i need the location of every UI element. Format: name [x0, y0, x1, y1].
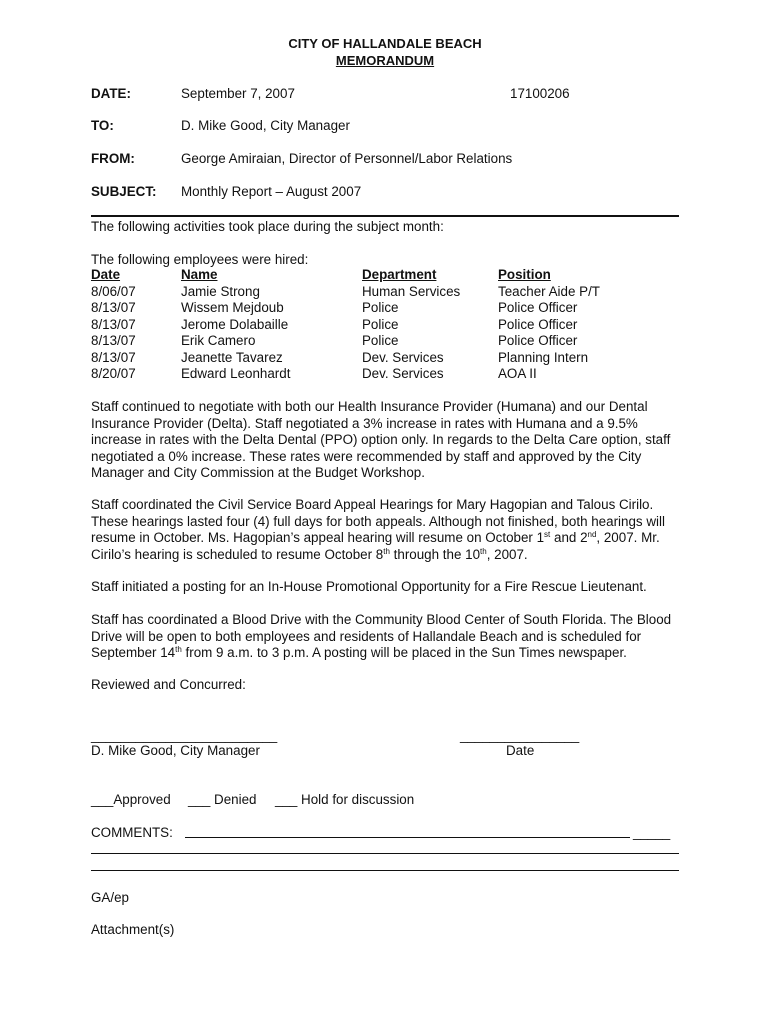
cell-position: Police Officer	[498, 300, 578, 315]
ordinal-suffix: nd	[587, 530, 597, 539]
insurance-paragraph: Staff continued to negotiate with both our Health Insurance Provider (Humana) and our Dental Insurance Provider (Delta). Staff negotiated a 3% increase in rates with Humana and a 9.5% increase in rates with the Delta Dental (PPO) option only. In regards to the Delta Care option, staff negotiated a 0% increase. These rates were recommended by staff and approved by the City Manager and City Commission at the Budget Workshop.	[91, 399, 671, 480]
blood-drive-paragraph	[91, 612, 681, 662]
table-row	[91, 284, 638, 301]
col-position-header: Position	[498, 267, 551, 282]
hires-header-row	[91, 267, 638, 284]
denied-option: ___ Denied	[188, 792, 257, 807]
hold-option: ___ Hold for discussion	[275, 792, 415, 807]
blood-drive-text-1: Staff has coordinated a Blood Drive with the Community Blood Center of South Florida. The Blood Drive will be open to both employees and residents of Hallandale Beach and is scheduled for September 14	[91, 612, 672, 660]
table-row	[91, 366, 638, 383]
hearings-text-1: Staff coordinated the Civil Service Board Appeal Hearings for Mary Hagopian and Talous Cirilo. These hearings lasted four (4) full days for both appeals. Although not finished, both hearings will resume in October. Ms. Hagopian’s appeal hearing will resume on October 1	[91, 497, 665, 545]
ordinal-suffix: th	[480, 546, 487, 556]
cell-department: Human Services	[362, 283, 461, 299]
attachments-label: Attachment(s)	[91, 922, 175, 937]
cell-name: Jeanette Tavarez	[181, 349, 283, 365]
signer-name: D. Mike Good, City Manager	[91, 743, 260, 758]
subject-value: Monthly Report – August 2007	[181, 184, 362, 199]
hires-intro: The following employees were hired:	[91, 252, 309, 267]
comments-line	[91, 870, 679, 871]
col-date-header: Date	[91, 267, 121, 282]
subject-label: SUBJECT:	[91, 184, 157, 199]
from-label: FROM:	[91, 151, 135, 166]
table-row	[91, 317, 638, 334]
cell-date: 8/13/07	[91, 333, 136, 348]
cell-department: Police	[362, 300, 399, 315]
cell-date: 8/13/07	[91, 349, 136, 365]
from-value: George Amiraian, Director of Personnel/Labor Relations	[181, 151, 513, 166]
cell-department: Police	[362, 316, 399, 332]
doc-type-title: MEMORANDUM	[335, 53, 435, 68]
cell-department: Police	[362, 333, 399, 348]
col-department-header: Department	[362, 267, 437, 282]
hearings-text-3: , 2007. Mr. Cirilo’s hearing is scheduled to resume October 8	[91, 530, 660, 562]
hires-table	[91, 267, 638, 383]
to-label: TO:	[91, 118, 114, 133]
cell-position: Teacher Aide P/T	[498, 283, 600, 299]
table-row	[91, 333, 638, 350]
table-row	[91, 350, 638, 367]
approved-option: ___Approved	[91, 792, 171, 807]
cell-date: 8/06/07	[91, 283, 136, 299]
comments-line	[91, 853, 679, 854]
org-title: CITY OF HALLANDALE BEACH	[288, 36, 482, 51]
hearings-text-4: through the 10	[389, 546, 481, 562]
cell-name: Jamie Strong	[181, 283, 260, 299]
hearings-paragraph	[91, 497, 681, 563]
cell-name: Erik Camero	[181, 333, 256, 348]
ordinal-suffix: st	[544, 530, 551, 539]
signature-date-label: Date	[506, 743, 535, 758]
header-divider	[91, 215, 679, 217]
date-line: ________________	[460, 728, 580, 743]
date-label: DATE:	[91, 86, 131, 101]
cell-date: 8/20/07	[91, 366, 136, 381]
comments-line	[185, 837, 630, 838]
cell-name: Jerome Dolabaille	[181, 316, 289, 332]
date-value: September 7, 2007	[181, 86, 295, 101]
comments-label: COMMENTS:	[91, 825, 173, 840]
comments-line-tail: _____	[633, 825, 671, 840]
to-value: D. Mike Good, City Manager	[181, 118, 350, 133]
table-row	[91, 300, 638, 317]
reviewed-label: Reviewed and Concurred:	[91, 677, 246, 692]
intro-text: The following activities took place during the subject month:	[91, 219, 444, 234]
col-name-header: Name	[181, 267, 218, 282]
cell-position: AOA II	[498, 366, 537, 381]
cell-position: Police Officer	[498, 333, 578, 348]
cell-name: Edward Leonhardt	[181, 366, 291, 381]
cell-department: Dev. Services	[362, 349, 444, 365]
cell-name: Wissem Mejdoub	[181, 300, 284, 315]
blood-drive-text-2: from 9 a.m. to 3 p.m. A posting will be placed in the Sun Times newspaper.	[181, 645, 627, 660]
posting-paragraph: Staff initiated a posting for an In-House Promotional Opportunity for a Fire Rescue Lieutenant.	[91, 579, 647, 594]
hearings-text-2: and 2	[550, 530, 588, 545]
initials: GA/ep	[91, 890, 129, 905]
cell-department: Dev. Services	[362, 366, 444, 381]
signature-line: _________________________	[91, 728, 278, 743]
hearings-text-5: , 2007.	[486, 546, 528, 562]
ordinal-suffix: th	[383, 546, 390, 556]
memo-number: 17100206	[510, 86, 570, 101]
cell-date: 8/13/07	[91, 316, 136, 332]
cell-position: Police Officer	[498, 316, 578, 332]
cell-position: Planning Intern	[498, 349, 589, 365]
cell-date: 8/13/07	[91, 300, 136, 315]
ordinal-suffix: th	[175, 645, 182, 654]
